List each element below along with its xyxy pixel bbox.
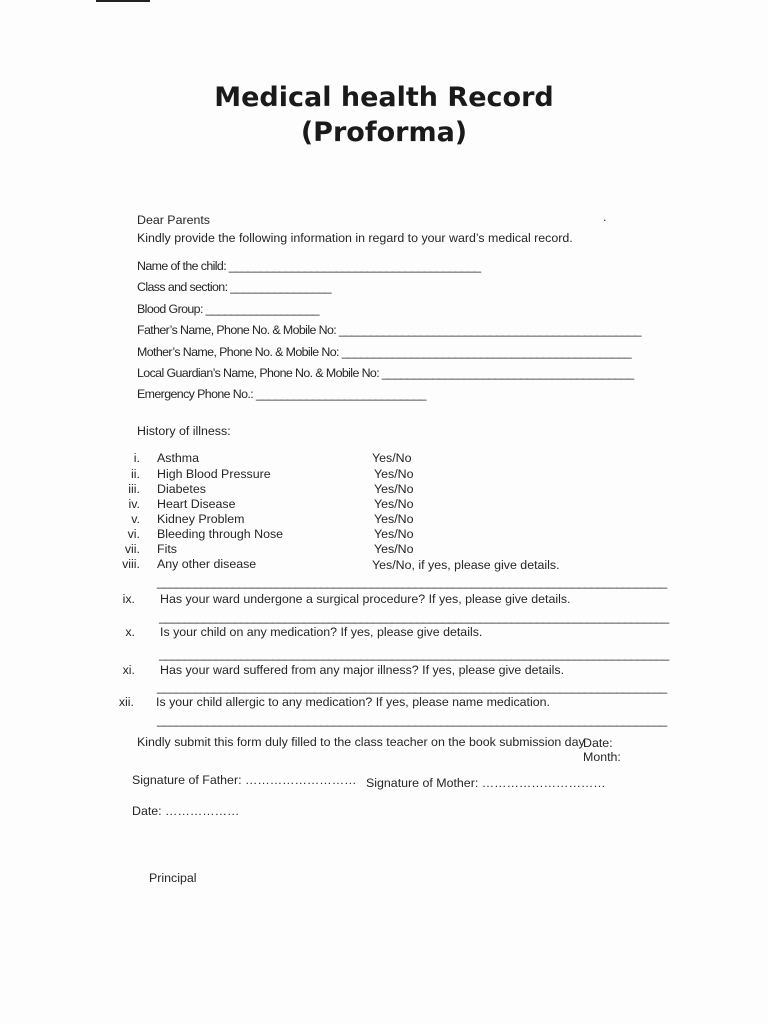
illness-answer: Yes/No: [374, 542, 414, 556]
illness-answer: Yes/No: [372, 451, 412, 465]
request-text: Kindly provide the following information in regard to your ward’s medical record.: [137, 231, 573, 245]
field-father: Father’s Name, Phone No. & Mobile No: ________________________________________________: [137, 323, 641, 337]
history-heading: History of illness:: [137, 424, 231, 438]
date-label: Date:: [583, 736, 613, 750]
illness-label: Asthma: [157, 451, 200, 465]
blank-line: _________________________________________________________________________________: [159, 647, 669, 661]
question-major-illness: Has your ward suffered from any major illness? If yes, please give details.: [160, 663, 565, 677]
illness-number: vii.: [124, 542, 140, 556]
submit-instruction: Kindly submit this form duly filled to the class teacher on the book submission day: [137, 735, 585, 749]
question-medication: Is your child on any medication? If yes, please give details.: [160, 625, 483, 639]
illness-label: Kidney Problem: [157, 512, 245, 526]
form-title-line2: (Proforma): [300, 117, 468, 148]
field-blood-group: Blood Group: __________________: [137, 302, 319, 316]
illness-label: Bleeding through Nose: [157, 527, 284, 541]
illness-number: v.: [131, 512, 140, 526]
field-child-name: Name of the child: ________________________________________: [137, 259, 481, 273]
illness-number: ii.: [131, 467, 140, 481]
top-rule: [96, 0, 150, 2]
illness-answer: Yes/No: [374, 512, 414, 526]
illness-answer: Yes/No: [374, 497, 414, 511]
illness-number: i.: [133, 451, 140, 465]
form-title-line1: Medical health Record: [214, 82, 554, 113]
field-guardian: Local Guardian’s Name, Phone No. & Mobile No: ________________________________________: [137, 366, 634, 380]
illness-label: Diabetes: [157, 482, 206, 496]
mother-signature: Signature of Mother: …………………………: [366, 776, 606, 790]
illness-label: Any other disease: [157, 557, 257, 571]
illness-label: Heart Disease: [157, 497, 236, 511]
salutation: Dear Parents: [137, 213, 211, 227]
illness-label: Fits: [157, 542, 177, 556]
principal-label: Principal: [149, 871, 197, 885]
illness-answer: Yes/No: [374, 467, 414, 481]
illness-number: viii.: [122, 557, 140, 571]
question-number: ix.: [122, 592, 135, 606]
question-number: xi.: [122, 663, 135, 677]
stray-dot: .: [603, 210, 607, 224]
blank-line: _________________________________________________________________________________: [157, 680, 667, 694]
month-label: Month:: [583, 750, 621, 764]
question-allergy: Is your child allergic to any medication? If yes, please name medication.: [156, 695, 550, 709]
signature-date: Date: ………………: [132, 804, 240, 818]
field-class-section: Class and section: ________________: [137, 280, 331, 294]
field-emergency-phone: Emergency Phone No.: ___________________________: [137, 387, 426, 401]
field-mother: Mother’s Name, Phone No. & Mobile No: ______________________________________________: [137, 345, 632, 359]
blank-line: _________________________________________________________________________________: [159, 610, 669, 624]
illness-number: vi.: [127, 527, 140, 541]
illness-answer: Yes/No, if yes, please give details.: [372, 558, 560, 572]
question-number: x.: [125, 625, 135, 639]
blank-line: _________________________________________________________________________________: [157, 575, 667, 589]
father-signature: Signature of Father: ………………………: [132, 773, 357, 787]
illness-label: High Blood Pressure: [157, 467, 271, 481]
question-surgical: Has your ward undergone a surgical procedure? If yes, please give details.: [160, 592, 571, 606]
illness-number: iii.: [128, 482, 140, 496]
illness-answer: Yes/No: [374, 527, 414, 541]
blank-line: _________________________________________________________________________________: [157, 713, 667, 727]
illness-number: iv.: [128, 497, 140, 511]
illness-answer: Yes/No: [374, 482, 414, 496]
question-number: xii.: [118, 695, 134, 709]
